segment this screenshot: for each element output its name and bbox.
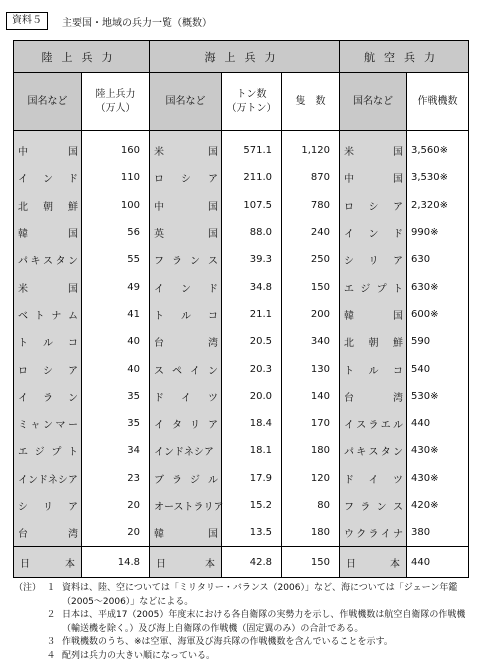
army-country-cell: ミ ャ ン マ ー xyxy=(18,420,78,432)
navy-country-cell: ロ シ ア xyxy=(154,174,218,186)
navy-ships-cell: 180 xyxy=(310,445,330,457)
navy-tonnage-cell: 18.1 xyxy=(249,445,272,457)
japan-navy-tonnage: 42.8 xyxy=(222,547,282,578)
army-country-cell: パ キ ス タ ン xyxy=(18,256,78,268)
japan-label: 日 本 xyxy=(156,558,215,570)
footnote-lead: （注） xyxy=(14,583,42,593)
navy-ships-cell: 780 xyxy=(310,199,330,211)
army-strength-header-line1: 陸上兵力 xyxy=(95,88,136,100)
navy-ships-cell: 340 xyxy=(310,336,330,348)
navy-country-cell: 台 湾 xyxy=(154,338,218,350)
navy-country-header: 国名など xyxy=(150,73,222,131)
air-country-cell: エ ジ プ ト xyxy=(344,283,403,295)
japan-air-value: 440 xyxy=(407,547,469,578)
table-title: 主要国・地域の兵力一覧（概数） xyxy=(62,17,212,29)
army-strength-cell: 100 xyxy=(120,199,140,211)
army-strength-cell: 55 xyxy=(127,254,140,266)
japan-navy-name xyxy=(150,547,222,578)
footnote-item xyxy=(14,609,474,636)
navy-country-cell: ド イ ツ xyxy=(154,392,218,404)
section-navy: 海上兵力 xyxy=(150,41,340,73)
japan-air-name xyxy=(340,547,407,578)
reference-label: 資料５ xyxy=(6,12,48,30)
navy-tonnage-cell: 20.0 xyxy=(249,390,272,402)
army-strength-cell: 35 xyxy=(127,390,140,402)
footnotes xyxy=(14,582,474,663)
army-strength-header-line2: （万人） xyxy=(95,102,136,114)
army-strength-cell: 160 xyxy=(120,145,140,157)
air-country-cell: 中 国 xyxy=(344,174,403,186)
navy-tonnage-cell: 15.2 xyxy=(249,500,272,511)
army-country-header: 国名など xyxy=(14,73,82,131)
navy-tonnage-cell: 571.1 xyxy=(243,145,272,157)
air-country-cell: 米 国 xyxy=(344,147,403,159)
air-country-header: 国名など xyxy=(340,73,407,131)
army-value-column xyxy=(82,131,150,547)
footnote-item xyxy=(14,636,474,650)
army-strength-header xyxy=(82,73,150,131)
japan-label: 日 本 xyxy=(346,558,400,570)
army-country-cell: 台 湾 xyxy=(18,529,78,541)
navy-tonnage-cell: 20.5 xyxy=(249,336,272,348)
navy-ships-cell: 150 xyxy=(310,281,330,293)
air-country-cell: ウ ク ラ イ ナ xyxy=(344,529,403,541)
forces-table xyxy=(13,40,469,578)
navy-tonnage-header-line2: （万トン） xyxy=(226,102,277,114)
army-strength-cell: 56 xyxy=(127,227,140,239)
navy-ships-cell: 870 xyxy=(310,172,330,184)
navy-ships-cell: 170 xyxy=(310,418,330,430)
navy-ships-cell: 130 xyxy=(310,363,330,375)
navy-ships-cell: 200 xyxy=(310,308,330,320)
navy-tonnage-header xyxy=(222,73,282,131)
army-country-cell: インドネシア xyxy=(18,474,78,486)
document-header xyxy=(6,12,212,30)
air-aircraft-cell: 430※ xyxy=(411,472,439,484)
navy-ships-cell: 250 xyxy=(310,254,330,266)
air-aircraft-cell: 420※ xyxy=(411,500,439,511)
air-aircraft-cell: 3,530※ xyxy=(411,172,449,184)
navy-country-cell: オーストラリア xyxy=(154,502,224,513)
japan-army-name xyxy=(14,547,82,578)
navy-country-cell: 英 国 xyxy=(154,229,218,241)
army-country-cell: ロ シ ア xyxy=(18,365,78,377)
navy-tonnage-cell: 211.0 xyxy=(243,172,272,184)
army-strength-cell: 41 xyxy=(127,308,140,320)
army-strength-cell: 35 xyxy=(127,418,140,430)
footnote-number: ４ xyxy=(46,650,56,661)
air-country-cell: ト ル コ xyxy=(344,365,403,377)
japan-row xyxy=(14,547,469,578)
air-aircraft-cell: 530※ xyxy=(411,390,439,402)
air-country-cell: ロ シ ア xyxy=(344,201,403,213)
army-country-cell: イ ン ド xyxy=(18,174,78,186)
navy-country-cell: イ タ リ ア xyxy=(154,420,218,432)
air-country-cell: 韓 国 xyxy=(344,310,403,322)
footnote-text: 資料は、陸、空については「ミリタリー・バランス（2006）」など、海については「ジェーン年鑑（2005〜2006）」などによる。 xyxy=(62,583,458,607)
army-country-cell: ベ ト ナ ム xyxy=(18,310,78,322)
air-aircraft-cell: 2,320※ xyxy=(411,199,449,211)
army-strength-cell: 40 xyxy=(127,336,140,348)
navy-country-cell: 韓 国 xyxy=(154,529,218,541)
navy-tonnage-cell: 13.5 xyxy=(249,527,272,539)
air-aircraft-cell: 380 xyxy=(411,527,431,539)
footnote-number: １ xyxy=(46,583,56,593)
army-country-cell: 中 国 xyxy=(18,147,78,159)
army-strength-cell: 20 xyxy=(127,527,140,539)
navy-country-cell: インドネシア xyxy=(154,447,214,459)
air-country-cell: シ リ ア xyxy=(344,256,403,268)
army-strength-cell: 34 xyxy=(127,445,140,457)
japan-army-value: 14.8 xyxy=(82,547,150,578)
air-country-cell: ド イ ツ xyxy=(344,474,403,486)
army-strength-cell: 20 xyxy=(127,500,140,511)
data-body-row xyxy=(14,131,469,547)
column-header-row xyxy=(14,73,469,131)
navy-tonnage-column xyxy=(222,131,282,547)
army-country-cell: 北 朝 鮮 xyxy=(18,201,78,213)
navy-tonnage-cell: 18.4 xyxy=(249,418,272,430)
navy-tonnage-cell: 21.1 xyxy=(249,308,272,320)
army-country-cell: エ ジ プ ト xyxy=(18,447,78,459)
army-country-column xyxy=(14,131,82,547)
footnote-text: 日本は、平成17（2005）年度末における各自衛隊の実勢力を示し、作戦機数は航空自衛隊の作戦機（輸送機を除く。）及び海上自衛隊の作戦機（固定翼のみ）の合計である。 xyxy=(62,610,466,634)
japan-navy-ships: 150 xyxy=(282,547,340,578)
navy-country-cell: ブ ラ ジ ル xyxy=(154,474,218,486)
navy-country-cell: ト ル コ xyxy=(154,310,218,322)
navy-ships-cell: 180 xyxy=(310,527,330,539)
army-strength-cell: 49 xyxy=(127,281,140,293)
army-country-cell: ト ル コ xyxy=(18,338,78,350)
army-country-cell: 米 国 xyxy=(18,283,78,295)
air-aircraft-cell: 630※ xyxy=(411,281,439,293)
air-aircraft-cell: 540 xyxy=(411,363,431,375)
section-header-row xyxy=(14,41,469,73)
navy-tonnage-header-line1: トン数 xyxy=(236,88,267,100)
air-country-cell: フ ラ ン ス xyxy=(344,502,403,513)
footnote-item xyxy=(14,582,474,609)
navy-ships-cell: 240 xyxy=(310,227,330,239)
air-country-cell: イ ス ラ エ ル xyxy=(344,420,403,432)
navy-ships-cell: 140 xyxy=(310,390,330,402)
air-country-cell: 台 湾 xyxy=(344,392,403,404)
air-aircraft-cell: 440 xyxy=(411,418,431,430)
footnote-lead xyxy=(14,636,40,650)
army-country-cell: シ リ ア xyxy=(18,502,78,513)
air-country-column xyxy=(340,131,407,547)
footnote-lead xyxy=(14,609,40,636)
navy-tonnage-cell: 17.9 xyxy=(249,472,272,484)
army-strength-cell: 40 xyxy=(127,363,140,375)
navy-country-cell: 米 国 xyxy=(154,147,218,159)
footnote-item xyxy=(14,650,474,664)
navy-ships-cell: 1,120 xyxy=(301,145,330,157)
navy-country-cell: フ ラ ン ス xyxy=(154,256,218,268)
air-country-cell: イ ン ド xyxy=(344,229,403,241)
army-country-cell: 韓 国 xyxy=(18,229,78,241)
air-aircraft-cell: 990※ xyxy=(411,227,439,239)
navy-ships-cell: 80 xyxy=(317,500,330,511)
navy-ships-header: 隻 数 xyxy=(282,73,340,131)
navy-ships-column xyxy=(282,131,340,547)
navy-tonnage-cell: 34.8 xyxy=(249,281,272,293)
air-country-cell: 北 朝 鮮 xyxy=(344,338,403,350)
navy-tonnage-cell: 88.0 xyxy=(249,227,272,239)
navy-tonnage-cell: 39.3 xyxy=(249,254,272,266)
navy-country-cell: 中 国 xyxy=(154,201,218,213)
navy-country-cell: ス ペ イ ン xyxy=(154,365,218,377)
army-strength-cell: 23 xyxy=(127,472,140,484)
air-value-column xyxy=(407,131,469,547)
navy-ships-cell: 120 xyxy=(310,472,330,484)
air-aircraft-cell: 430※ xyxy=(411,445,439,457)
navy-country-cell: イ ン ド xyxy=(154,283,218,295)
section-air: 航空兵力 xyxy=(340,41,469,73)
footnote-lead xyxy=(14,650,40,664)
footnote-text: 作戦機数のうち、※は空軍、海軍及び海兵隊の作戦機数を含んでいることを示す。 xyxy=(62,637,393,647)
navy-country-column xyxy=(150,131,222,547)
section-army: 陸上兵力 xyxy=(14,41,150,73)
air-country-cell: パ キ ス タ ン xyxy=(344,447,403,459)
navy-tonnage-cell: 107.5 xyxy=(243,199,272,211)
air-aircraft-header: 作戦機数 xyxy=(407,73,469,131)
japan-label: 日 本 xyxy=(20,558,75,570)
air-aircraft-cell: 600※ xyxy=(411,308,439,320)
footnote-text: 配列は兵力の大きい順になっている。 xyxy=(62,650,216,661)
navy-tonnage-cell: 20.3 xyxy=(249,363,272,375)
footnote-number: ２ xyxy=(46,610,56,620)
army-strength-cell: 110 xyxy=(120,172,140,184)
footnote-number: ３ xyxy=(46,637,56,647)
army-country-cell: イ ラ ン xyxy=(18,392,78,404)
air-aircraft-cell: 630 xyxy=(411,254,431,266)
air-aircraft-cell: 3,560※ xyxy=(411,145,449,157)
air-aircraft-cell: 590 xyxy=(411,336,431,348)
